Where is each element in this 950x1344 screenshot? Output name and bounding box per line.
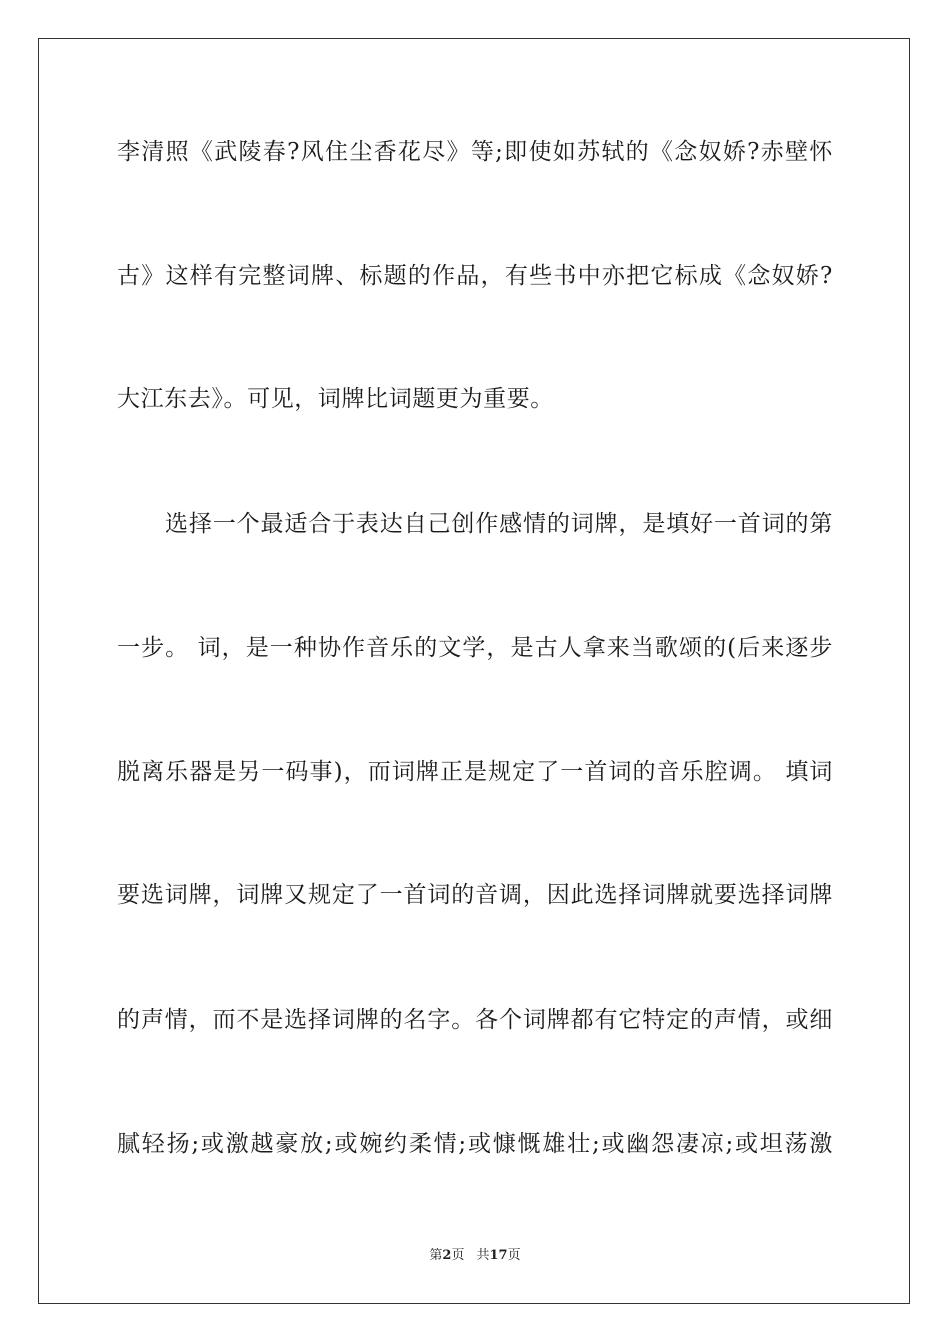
text-line-7: 要选词牌，词牌又规定了一首词的音调，因此选择词牌就要选择词牌 <box>117 882 833 908</box>
footer-total-prefix: 共 <box>476 1248 490 1263</box>
text-line-8: 的声情，而不是选择词牌的名字。各个词牌都有它特定的声情，或细 <box>117 1007 833 1033</box>
text-line-5: 一步。 词，是一种协作音乐的文学，是古人拿来当歌颂的(后来逐步 <box>117 635 833 661</box>
footer-total-pages: 17 <box>489 1248 508 1263</box>
text-line-1: 李清照《武陵春?风住尘香花尽》等;即使如苏轼的《念奴娇?赤壁怀 <box>117 139 833 165</box>
page-footer <box>0 1247 950 1265</box>
page-border <box>38 38 910 1304</box>
footer-page-prefix: 第 <box>429 1248 443 1263</box>
text-line-9: 腻轻扬;或激越豪放;或婉约柔情;或慷慨雄壮;或幽怨凄凉;或坦荡激 <box>117 1131 833 1157</box>
text-line-6: 脱离乐器是另一码事)，而词牌正是规定了一首词的音乐腔调。 填词 <box>117 759 833 785</box>
footer-page-suffix: 页 <box>451 1248 465 1263</box>
text-line-2: 古》这样有完整词牌、标题的作品，有些书中亦把它标成《念奴娇? <box>117 263 833 289</box>
text-line-3: 大江东去》。可见，词牌比词题更为重要。 <box>117 386 554 412</box>
footer-total-suffix: 页 <box>507 1248 521 1263</box>
footer-page-number: 2 <box>442 1248 452 1263</box>
paragraph-first-line: 选择一个最适合于表达自己创作感情的词牌，是填好一首词的第 <box>165 511 833 537</box>
